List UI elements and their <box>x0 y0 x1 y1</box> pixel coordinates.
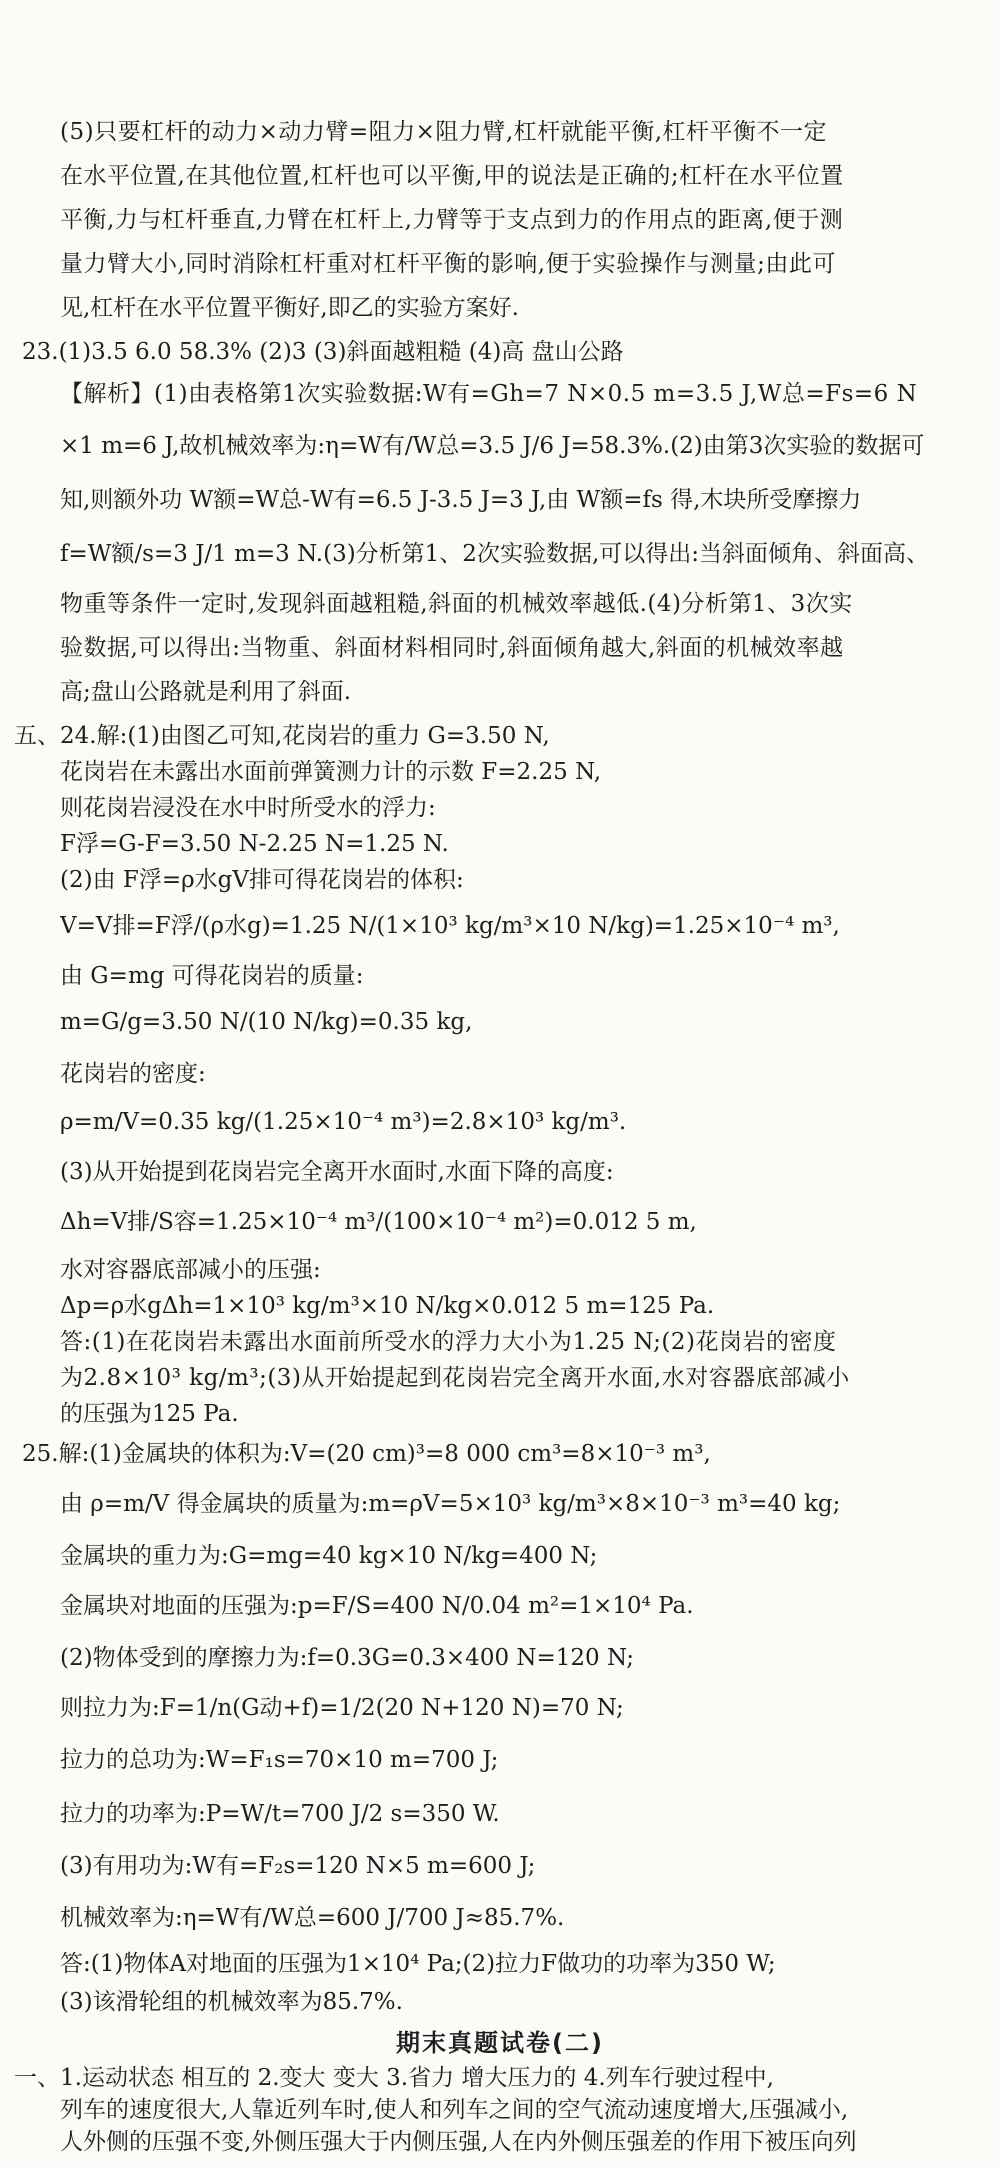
solution-line: 的压强为125 Pa. <box>60 1401 239 1427</box>
answer-line: 列车的速度很大,人靠近列车时,使人和列车之间的空气流动速度增大,压强减小, <box>60 2097 849 2123</box>
solution-line: ρ=m/V=0.35 kg/(1.25×10⁻⁴ m³)=2.8×10³ kg/m³. <box>60 1109 627 1135</box>
section-title: 期末真题试卷(二) <box>396 2029 604 2057</box>
analysis-line: 知,则额外功 W额=W总-W有=6.5 J-3.5 J=3 J,由 W额=fs 得,木块所受摩擦力 <box>60 487 862 513</box>
solution-line: 由 ρ=m/V 得金属块的质量为:m=ρV=5×10³ kg/m³×8×10⁻³ m³=40 kg; <box>60 1491 841 1517</box>
solution-line: 则花岗岩浸没在水中时所受水的浮力: <box>60 795 436 821</box>
solution-line: Δh=V排/S容=1.25×10⁻⁴ m³/(100×10⁻⁴ m²)=0.012 5 m, <box>60 1209 697 1235</box>
text-line: (5)只要杠杆的动力×动力臂=阻力×阻力臂,杠杆就能平衡,杠杆平衡不一定 <box>60 119 828 145</box>
solution-line: (3)有用功为:W有=F₂s=120 N×5 m=600 J; <box>60 1853 536 1879</box>
solution-line: V=V排=F浮/(ρ水g)=1.25 N/(1×10³ kg/m³×10 N/kg)=1.25×10⁻⁴ m³, <box>60 913 840 939</box>
solution-line: 金属块的重力为:G=mg=40 kg×10 N/kg=400 N; <box>60 1543 598 1569</box>
solution-line: (2)物体受到的摩擦力为:f=0.3G=0.3×400 N=120 N; <box>60 1645 635 1671</box>
solution-line: 花岗岩的密度: <box>60 1061 206 1087</box>
text-line: 量力臂大小,同时消除杠杆重对杠杆平衡的影响,便于实验操作与测量;由此可 <box>60 251 836 277</box>
solution-line: 机械效率为:η=W有/W总=600 J/700 J≈85.7%. <box>60 1905 565 1931</box>
analysis-line: f=W额/s=3 J/1 m=3 N.(3)分析第1、2次实验数据,可以得出:当斜面倾角、斜面高、 <box>60 541 930 567</box>
text-line: 平衡,力与杠杆垂直,力臂在杠杆上,力臂等于支点到力的作用点的距离,便于测 <box>60 207 844 233</box>
analysis-line: 物重等条件一定时,发现斜面越粗糙,斜面的机械效率越低.(4)分析第1、3次实 <box>60 591 853 617</box>
analysis-line: 【解析】(1)由表格第1次实验数据:W有=Gh=7 N×0.5 m=3.5 J,W总=Fs=6 N <box>60 381 918 407</box>
answer-section-1: 一、1.运动状态 相互的 2.变大 变大 3.省力 增大压力的 4.列车行驶过程中, <box>14 2065 774 2091</box>
answer-24: 五、24.解:(1)由图乙可知,花岗岩的重力 G=3.50 N, <box>14 723 550 749</box>
solution-line: Δp=ρ水gΔh=1×10³ kg/m³×10 N/kg×0.012 5 m=125 Pa. <box>60 1293 715 1319</box>
solution-line: 花岗岩在未露出水面前弹簧测力计的示数 F=2.25 N, <box>60 759 602 785</box>
solution-line: 拉力的功率为:P=W/t=700 J/2 s=350 W. <box>60 1801 500 1827</box>
solution-line: 答:(1)物体A对地面的压强为1×10⁴ Pa;(2)拉力F做功的功率为350 W; <box>60 1951 776 1977</box>
solution-line: (2)由 F浮=ρ水gV排可得花岗岩的体积: <box>60 867 464 893</box>
solution-line: (3)从开始提到花岗岩完全离开水面时,水面下降的高度: <box>60 1159 614 1185</box>
solution-line: 则拉力为:F=1/n(G动+f)=1/2(20 N+120 N)=70 N; <box>60 1695 624 1721</box>
answer-line: 人外侧的压强不变,外侧压强大于内侧压强,人在内外侧压强差的作用下被压向列 <box>60 2129 857 2155</box>
solution-line: 金属块对地面的压强为:p=F/S=400 N/0.04 m²=1×10⁴ Pa. <box>60 1593 694 1619</box>
solution-line: 答:(1)在花岗岩未露出水面前所受水的浮力大小为1.25 N;(2)花岗岩的密度 <box>60 1329 837 1355</box>
answer-23: 23.(1)3.5 6.0 58.3% (2)3 (3)斜面越粗糙 (4)高 盘山公路 <box>22 339 624 365</box>
solution-line: 水对容器底部减小的压强: <box>60 1257 321 1283</box>
text-line: 见,杠杆在水平位置平衡好,即乙的实验方案好. <box>60 295 519 321</box>
solution-line: (3)该滑轮组的机械效率为85.7%. <box>60 1989 403 2015</box>
solution-line: 由 G=mg 可得花岗岩的质量: <box>60 963 364 989</box>
solution-line: 为2.8×10³ kg/m³;(3)从开始提起到花岗岩完全离开水面,水对容器底部减小 <box>60 1365 850 1391</box>
answer-25: 25.解:(1)金属块的体积为:V=(20 cm)³=8 000 cm³=8×10⁻³ m³, <box>22 1441 711 1467</box>
solution-line: m=G/g=3.50 N/(10 N/kg)=0.35 kg, <box>60 1009 473 1035</box>
analysis-line: 验数据,可以得出:当物重、斜面材料相同时,斜面倾角越大,斜面的机械效率越 <box>60 635 844 661</box>
solution-line: 拉力的总功为:W=F₁s=70×10 m=700 J; <box>60 1747 499 1773</box>
analysis-line: ×1 m=6 J,故机械效率为:η=W有/W总=3.5 J/6 J=58.3%.(2)由第3次实验的数据可 <box>60 433 925 459</box>
analysis-line: 高;盘山公路就是利用了斜面. <box>60 679 352 705</box>
text-line: 在水平位置,在其他位置,杠杆也可以平衡,甲的说法是正确的;杠杆在水平位置 <box>60 163 844 189</box>
solution-line: F浮=G-F=3.50 N-2.25 N=1.25 N. <box>60 831 449 857</box>
